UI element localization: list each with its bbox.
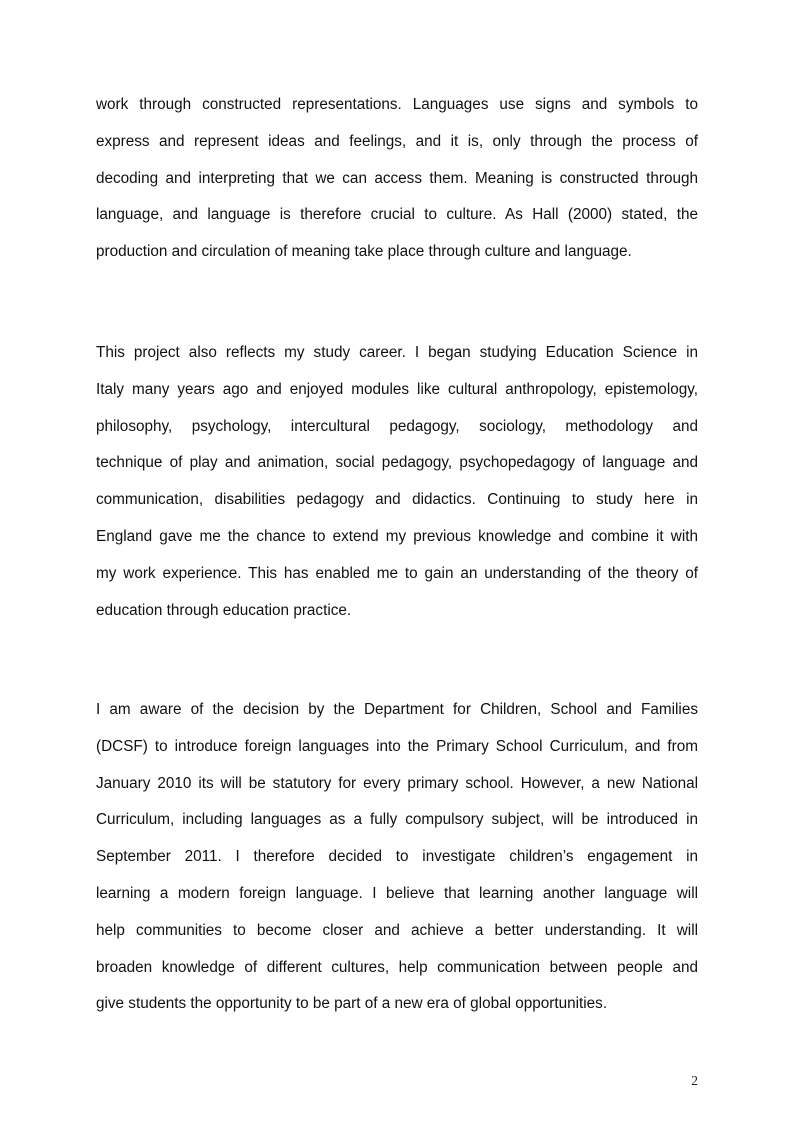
text-line: express and represent ideas and feelings, and it is, only through the process of: [96, 132, 698, 150]
text-line: production and circulation of meaning take place through culture and language.: [96, 243, 632, 261]
text-line: decoding and interpreting that we can access them. Meaning is constructed through: [96, 169, 698, 187]
text-line: This project also reflects my study career. I began studying Education Science in: [96, 344, 698, 361]
text-line: work through constructed representations. Languages use signs and symbols to: [96, 96, 698, 113]
text-line: I am aware of the decision by the Department for Children, School and Families: [96, 701, 698, 718]
text-line: broaden knowledge of different cultures, help communication between people and: [96, 958, 698, 976]
text-line: Curriculum, including languages as a fully compulsory subject, will be introduced in: [96, 811, 698, 829]
text-line: help communities to become closer and achieve a better understanding. It will: [96, 921, 698, 939]
text-line: Italy many years ago and enjoyed modules like cultural anthropology, epistemology,: [96, 380, 698, 398]
text-line: education through education practice.: [96, 601, 352, 619]
text-line: technique of play and animation, social pedagogy, psychopedagogy of language and: [96, 454, 698, 472]
text-line: September 2011. I therefore decided to investigate children’s engagement in: [96, 848, 698, 866]
text-line: communication, disabilities pedagogy and didactics. Continuing to study here in: [96, 491, 698, 509]
paragraph-2: [96, 335, 698, 629]
text-line: England gave me the chance to extend my previous knowledge and combine it with: [96, 527, 698, 545]
text-line: January 2010 its will be statutory for every primary school. However, a new National: [96, 774, 698, 792]
text-line: learning a modern foreign language. I believe that learning another language will: [96, 884, 698, 902]
paragraph-3: [96, 692, 698, 1023]
text-line: my work experience. This has enabled me to gain an understanding of the theory of: [96, 564, 698, 582]
page-number: 2: [691, 1073, 698, 1088]
text-line: language, and language is therefore crucial to culture. As Hall (2000) stated, the: [96, 206, 698, 224]
text-line: philosophy, psychology, intercultural pedagogy, sociology, methodology and: [96, 417, 698, 435]
text-line: (DCSF) to introduce foreign languages into the Primary School Curriculum, and from: [96, 737, 698, 755]
text-line: give students the opportunity to be part of a new era of global opportunities.: [96, 995, 608, 1013]
paragraph-1: [96, 87, 698, 271]
